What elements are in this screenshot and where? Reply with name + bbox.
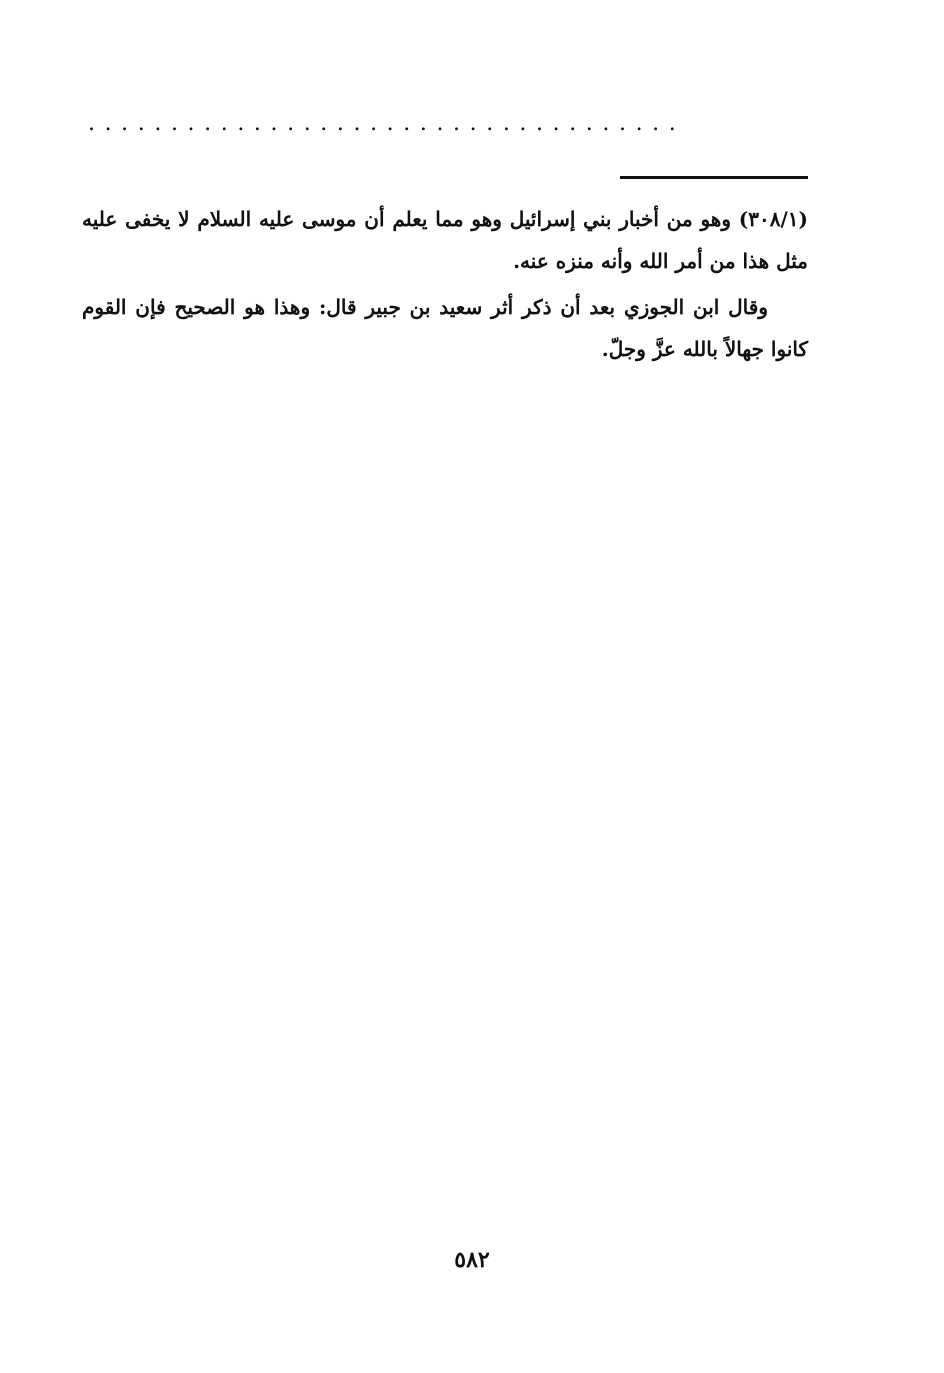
page-number: ٥٨٢ [454,1247,490,1273]
footnotes-section [82,198,808,370]
footnote-paragraph-2: وقال ابن الجوزي بعد أن ذكر أثر سعيد بن جبير قال: وهذا هو الصحيح فإن القوم كانوا جهالاً بالله عزَّ وجلّ. [82,295,808,361]
footnote-rule [620,176,808,179]
footnote-paragraph-1: (٣٠٨/١) وهو من أخبار بني إسرائيل وهو مما يعلم أن موسى عليه السلام لا يخفى عليه مثل هذا من أمر الله وأنه منزه عنه. [82,207,808,273]
dotted-separator: .................................... [88,112,686,136]
